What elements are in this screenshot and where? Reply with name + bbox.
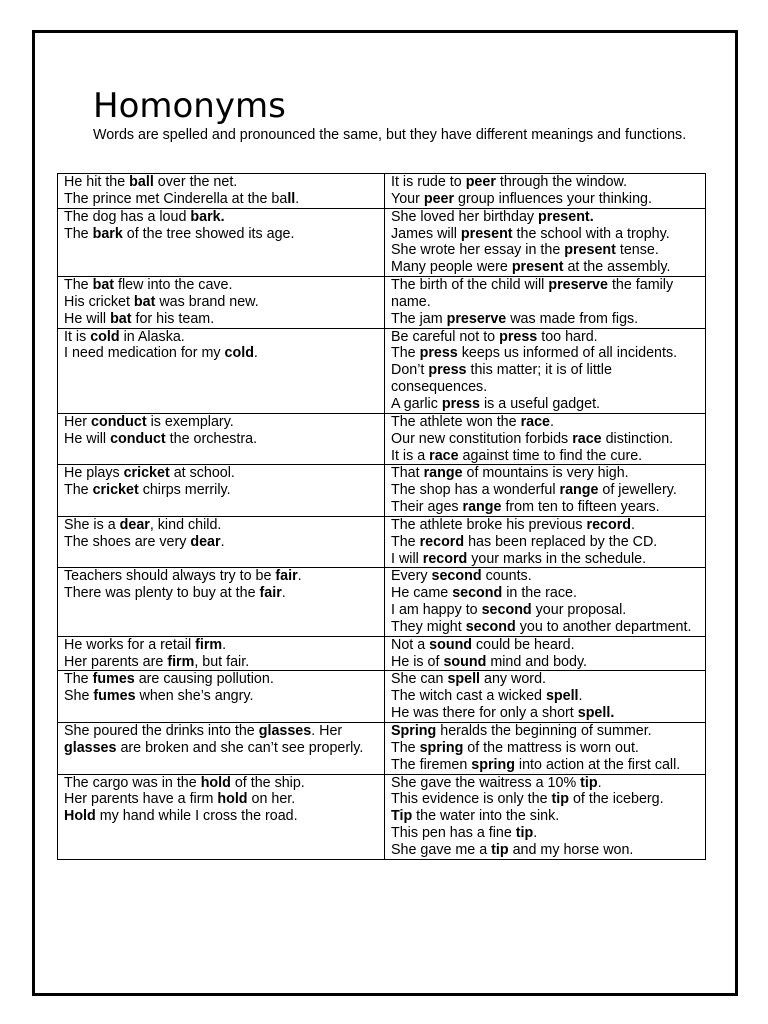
example-sentence: [391, 499, 699, 516]
homonym-word: present: [511, 259, 564, 276]
sentence-text: tense.: [615, 242, 659, 259]
sentence-text: There was plenty to buy at the: [64, 585, 260, 602]
sentence-text: It is a: [391, 447, 430, 464]
example-sentence: [391, 448, 699, 465]
sentence-text: Our new constitution forbids: [391, 430, 573, 447]
example-sentence: [391, 345, 699, 362]
homonym-word: bark.: [190, 208, 225, 225]
sentence-text: The birth of the child will: [391, 277, 549, 294]
example-sentence: [391, 277, 699, 311]
sentence-cell-left: [58, 277, 385, 329]
example-sentence: [64, 791, 378, 808]
homonym-word: Tip: [391, 808, 413, 825]
sentence-text: at school.: [169, 465, 235, 482]
example-sentence: [64, 482, 378, 499]
sentence-text: The witch cast a wicked: [391, 688, 546, 705]
homonym-word: second: [452, 585, 503, 602]
example-sentence: [391, 311, 699, 328]
page-title: Homonyms: [93, 86, 286, 126]
sentence-text: of the iceberg.: [569, 791, 664, 808]
sentence-text: Her parents are: [64, 653, 168, 670]
table-row: [58, 516, 706, 568]
homonym-word: bark: [92, 225, 123, 242]
sentence-text: Her parents have a firm: [64, 791, 218, 808]
homonym-word: cold: [90, 328, 120, 345]
sentence-text: distinction.: [601, 430, 674, 447]
homonym-word: tip: [515, 825, 534, 842]
sentence-text: .: [295, 190, 300, 207]
homonym-word: press: [499, 328, 538, 345]
homonym-word: fair: [275, 568, 298, 585]
sentence-text: She is a: [64, 516, 120, 533]
sentence-text: She loved her birthday: [391, 208, 539, 225]
sentence-text: It is: [64, 328, 91, 345]
homonym-word: conduct: [110, 430, 166, 447]
sentence-text: of the mattress is worn out.: [463, 739, 639, 756]
sentence-text: The dog has a loud: [64, 208, 191, 225]
sentence-text: heralds the beginning of summer.: [436, 723, 652, 739]
example-sentence: [391, 396, 699, 413]
sentence-text: Your: [391, 190, 424, 207]
example-sentence: [64, 345, 378, 362]
sentence-cell-left: [58, 516, 385, 568]
example-sentence: [391, 209, 699, 226]
homonym-word: spell: [447, 671, 481, 688]
example-sentence: [64, 534, 378, 551]
homonym-word: bat: [92, 277, 115, 294]
sentence-text: That: [391, 465, 424, 482]
sentence-text: She gave the waitress a 10%: [391, 774, 581, 791]
sentence-text: the family name.: [391, 277, 674, 310]
sentence-text: and my horse won.: [508, 841, 634, 858]
example-sentence: [391, 791, 699, 808]
sentence-text: The: [391, 739, 420, 756]
example-sentence: [64, 191, 378, 208]
sentence-text: .: [597, 774, 602, 791]
sentence-text: when she’s angry.: [135, 688, 254, 705]
sentence-text: .: [222, 636, 227, 653]
example-sentence: [64, 431, 378, 448]
homonym-word: race: [429, 447, 459, 464]
homonym-word: spell: [545, 688, 579, 705]
sentence-text: Not a: [391, 636, 430, 653]
sentence-cell-right: [385, 413, 706, 465]
sentence-text: .: [631, 516, 635, 533]
homonym-word: hold: [200, 774, 231, 791]
sentence-text: He was there for only a short: [391, 705, 578, 722]
sentence-text: It is rude to: [391, 174, 466, 190]
example-sentence: [64, 329, 378, 346]
example-sentence: [391, 482, 699, 499]
homonym-word: tip: [491, 841, 509, 858]
sentence-cell-left: [58, 328, 385, 413]
example-sentence: [391, 842, 699, 859]
sentence-text: group influences your thinking.: [454, 190, 652, 207]
sentence-cell-left: [58, 174, 385, 209]
sentence-text: The: [64, 277, 93, 294]
sentence-text: .: [253, 345, 258, 362]
example-sentence: [391, 259, 699, 276]
homonym-word: race: [572, 430, 602, 447]
sentence-text: the water into the sink.: [412, 808, 560, 825]
page-subtitle: Words are spelled and pronounced the same, but they have different meanings and functions.: [93, 127, 687, 143]
table-row: [58, 328, 706, 413]
homonym-word: hold: [217, 791, 248, 808]
homonym-word: record: [586, 516, 632, 533]
sentence-text: has been replaced by the CD.: [464, 533, 658, 550]
sentence-cell-left: [58, 413, 385, 465]
table-row: [58, 671, 706, 723]
table-row: [58, 636, 706, 671]
example-sentence: [64, 688, 378, 705]
sentence-text: from ten to fifteen years.: [501, 499, 660, 516]
homonym-word: firm: [195, 636, 223, 653]
sentence-text: I will: [391, 550, 423, 567]
homonym-word: range: [423, 465, 463, 482]
sentence-text: is a useful gadget.: [480, 395, 601, 412]
homonym-word: present.: [538, 208, 594, 225]
homonym-word: spell.: [577, 705, 615, 722]
sentence-cell-right: [385, 465, 706, 517]
homonym-word: bat: [133, 293, 156, 310]
sentence-text: are causing pollution.: [134, 671, 274, 688]
sentence-text: was made from figs.: [506, 310, 639, 327]
homonym-word: press: [428, 362, 467, 379]
sentence-text: of jewellery.: [598, 482, 677, 499]
example-sentence: [391, 654, 699, 671]
sentence-text: He works for a retail: [64, 636, 196, 653]
example-sentence: [64, 568, 378, 585]
sentence-cell-right: [385, 636, 706, 671]
sentence-text: this matter; it is of little consequences.: [391, 362, 612, 396]
sentence-text: James will: [391, 225, 461, 242]
sentence-text: The athlete broke his previous: [391, 516, 587, 533]
sentence-text: into action at the first call.: [514, 756, 681, 773]
sentence-text: in Alaska.: [119, 328, 185, 345]
sentence-cell-right: [385, 774, 706, 859]
example-sentence: [391, 723, 699, 740]
sentence-cell-right: [385, 174, 706, 209]
sentence-text: you to another department.: [515, 618, 692, 635]
example-sentence: [391, 534, 699, 551]
sentence-text: She: [64, 688, 94, 705]
example-sentence: [391, 226, 699, 243]
sentence-text: The cargo was in the: [64, 774, 201, 791]
homonym-word: fair: [259, 585, 282, 602]
homonym-word: second: [465, 618, 516, 635]
sentence-text: Don’t: [391, 362, 429, 379]
sentence-text: , kind child.: [149, 516, 222, 533]
table-row: [58, 208, 706, 276]
sentence-text: flew into the cave.: [114, 277, 233, 294]
homonym-word: tip: [580, 774, 598, 791]
sentence-text: He hit the: [64, 174, 130, 190]
example-sentence: [64, 637, 378, 654]
sentence-text: are broken and she can’t see properly.: [116, 739, 364, 756]
homonym-word: press: [419, 345, 458, 362]
example-sentence: [391, 362, 699, 396]
sentence-text: The: [64, 671, 93, 688]
example-sentence: [391, 825, 699, 842]
sentence-cell-right: [385, 328, 706, 413]
sentence-text: Many people were: [391, 259, 512, 276]
example-sentence: [391, 740, 699, 757]
sentence-cell-right: [385, 723, 706, 775]
sentence-text: .: [281, 585, 286, 602]
table-row: [58, 774, 706, 859]
homonym-word: range: [462, 499, 502, 516]
example-sentence: [391, 414, 699, 431]
example-sentence: [391, 775, 699, 792]
table-row: [58, 465, 706, 517]
sentence-text: She wrote her essay in the: [391, 242, 565, 259]
example-sentence: [391, 517, 699, 534]
example-sentence: [391, 808, 699, 825]
sentence-cell-left: [58, 208, 385, 276]
homonym-word: fumes: [93, 688, 136, 705]
sentence-cell-left: [58, 723, 385, 775]
homonym-word: glasses: [258, 723, 312, 739]
sentence-text: at the assembly.: [563, 259, 671, 276]
example-sentence: [391, 174, 699, 191]
sentence-text: through the window.: [495, 174, 628, 190]
sentence-text: your proposal.: [531, 602, 627, 619]
sentence-text: He is of: [391, 653, 444, 670]
example-sentence: [64, 277, 378, 294]
homonym-word: Hold: [64, 808, 96, 825]
homonym-word: record: [422, 550, 468, 567]
sentence-cell-right: [385, 208, 706, 276]
sentence-text: She can: [391, 671, 448, 688]
sentence-text: He plays: [64, 465, 124, 482]
sentence-text: the orchestra.: [165, 430, 258, 447]
sentence-cell-left: [58, 568, 385, 636]
homonym-word: bat: [110, 310, 132, 327]
homonym-word: dear: [190, 533, 221, 550]
homonym-word: conduct: [91, 413, 147, 430]
example-sentence: [391, 465, 699, 482]
example-sentence: [64, 226, 378, 243]
homonym-word: ll: [287, 190, 296, 207]
example-sentence: [64, 209, 378, 226]
example-sentence: [391, 551, 699, 568]
sentence-text: any word.: [480, 671, 546, 688]
sentence-cell-right: [385, 671, 706, 723]
homonym-word: preserve: [446, 310, 507, 327]
homonym-word: record: [419, 533, 465, 550]
example-sentence: [391, 705, 699, 722]
table-row: [58, 568, 706, 636]
sentence-text: your marks in the schedule.: [467, 550, 647, 567]
example-sentence: [64, 311, 378, 328]
sentence-text: .: [297, 568, 302, 585]
sentence-text: .: [220, 533, 225, 550]
sentence-text: She poured the drinks into the: [64, 723, 259, 739]
sentence-text: The shoes are very: [64, 533, 191, 550]
sentence-text: The: [391, 533, 420, 550]
homonym-word: second: [431, 568, 482, 585]
table-row: [58, 174, 706, 209]
sentence-text: of mountains is very high.: [462, 465, 629, 482]
sentence-text: chirps merrily.: [138, 482, 231, 499]
sentence-text: .: [533, 825, 538, 842]
sentence-text: They might: [391, 618, 466, 635]
example-sentence: [391, 242, 699, 259]
sentence-text: on her.: [247, 791, 296, 808]
sentence-text: mind and body.: [486, 653, 588, 670]
sentence-text: of the ship.: [230, 774, 305, 791]
sentence-text: , but fair.: [194, 653, 250, 670]
sentence-text: counts.: [481, 568, 532, 585]
sentence-text: She gave me a: [391, 841, 492, 858]
example-sentence: [64, 517, 378, 534]
sentence-text: too hard.: [537, 328, 598, 345]
homonym-word: spring: [471, 756, 515, 773]
sentence-text: I am happy to: [391, 602, 482, 619]
homonym-word: cricket: [92, 482, 139, 499]
sentence-text: He came: [391, 585, 453, 602]
homonym-word: peer: [465, 174, 496, 190]
sentence-cell-left: [58, 465, 385, 517]
sentence-text: of the tree showed its age.: [122, 225, 295, 242]
example-sentence: [391, 619, 699, 636]
sentence-text: keeps us informed of all incidents.: [457, 345, 678, 362]
example-sentence: [64, 465, 378, 482]
sentence-text: The: [391, 345, 420, 362]
homonym-word: sound: [443, 653, 487, 670]
sentence-cell-right: [385, 516, 706, 568]
sentence-text: Her: [64, 413, 92, 430]
example-sentence: [391, 671, 699, 688]
sentence-text: over the net.: [153, 174, 238, 190]
sentence-text: The prince met Cinderella at the ba: [64, 190, 288, 207]
homonym-word: preserve: [548, 277, 608, 294]
sentence-text: .: [578, 688, 583, 705]
example-sentence: [391, 602, 699, 619]
sentence-text: The jam: [391, 310, 447, 327]
sentence-cell-left: [58, 774, 385, 859]
sentence-text: The: [64, 482, 93, 499]
example-sentence: [64, 723, 378, 757]
homonym-word: Spring: [391, 723, 437, 739]
sentence-text: against time to find the cure.: [458, 447, 643, 464]
example-sentence: [391, 191, 699, 208]
sentence-text: His cricket: [64, 293, 134, 310]
sentence-text: This evidence is only the: [391, 791, 552, 808]
sentence-text: A garlic: [391, 395, 442, 412]
homonym-word: tip: [551, 791, 569, 808]
homonym-word: spring: [419, 739, 464, 756]
sentence-text: . Her: [311, 723, 343, 739]
sentence-text: The shop has a wonderful: [391, 482, 560, 499]
sentence-cell-left: [58, 671, 385, 723]
homonym-word: dear: [119, 516, 150, 533]
example-sentence: [64, 671, 378, 688]
sentence-text: The firemen: [391, 756, 472, 773]
homonym-word: firm: [167, 653, 195, 670]
sentence-text: Their ages: [391, 499, 463, 516]
example-sentence: [391, 637, 699, 654]
sentence-text: He will: [64, 310, 111, 327]
sentence-text: This pen has a fine: [391, 825, 516, 842]
sentence-text: Be careful not to: [391, 328, 500, 345]
sentence-text: for his team.: [131, 310, 215, 327]
homonym-word: range: [559, 482, 599, 499]
sentence-cell-right: [385, 568, 706, 636]
sentence-text: was brand new.: [155, 293, 259, 310]
homonym-word: cricket: [123, 465, 170, 482]
sentence-text: He will: [64, 430, 111, 447]
homonym-word: present: [460, 225, 513, 242]
homonym-word: fumes: [92, 671, 135, 688]
example-sentence: [64, 414, 378, 431]
sentence-text: .: [549, 413, 554, 430]
sentence-text: the school with a trophy.: [512, 225, 670, 242]
table-row: [58, 277, 706, 329]
example-sentence: [64, 654, 378, 671]
sentence-text: Teachers should always try to be: [64, 568, 276, 585]
sentence-text: Every: [391, 568, 432, 585]
sentence-text: could be heard.: [472, 636, 575, 653]
example-sentence: [391, 688, 699, 705]
example-sentence: [64, 775, 378, 792]
homonym-word: second: [481, 602, 532, 619]
sentence-text: I need medication for my: [64, 345, 225, 362]
example-sentence: [64, 808, 378, 825]
sentence-cell-left: [58, 636, 385, 671]
homonym-word: sound: [429, 636, 473, 653]
homonyms-table: [57, 173, 706, 860]
homonym-word: race: [520, 413, 550, 430]
example-sentence: [391, 568, 699, 585]
homonym-word: glasses: [64, 739, 117, 756]
table-row: [58, 723, 706, 775]
sentence-cell-right: [385, 277, 706, 329]
example-sentence: [391, 329, 699, 346]
homonym-word: cold: [224, 345, 254, 362]
sentence-text: my hand while I cross the road.: [95, 808, 298, 825]
example-sentence: [391, 585, 699, 602]
homonym-word: ball: [129, 174, 154, 190]
example-sentence: [64, 174, 378, 191]
sentence-text: The: [64, 225, 93, 242]
homonym-word: present: [564, 242, 616, 259]
example-sentence: [64, 294, 378, 311]
homonym-word: press: [441, 395, 481, 412]
sentence-text: is exemplary.: [146, 413, 234, 430]
table-row: [58, 413, 706, 465]
sentence-text: The athlete won the: [391, 413, 521, 430]
example-sentence: [391, 431, 699, 448]
example-sentence: [391, 757, 699, 774]
table-body: [58, 174, 706, 860]
sentence-text: in the race.: [502, 585, 577, 602]
example-sentence: [64, 585, 378, 602]
homonym-word: peer: [423, 190, 455, 207]
